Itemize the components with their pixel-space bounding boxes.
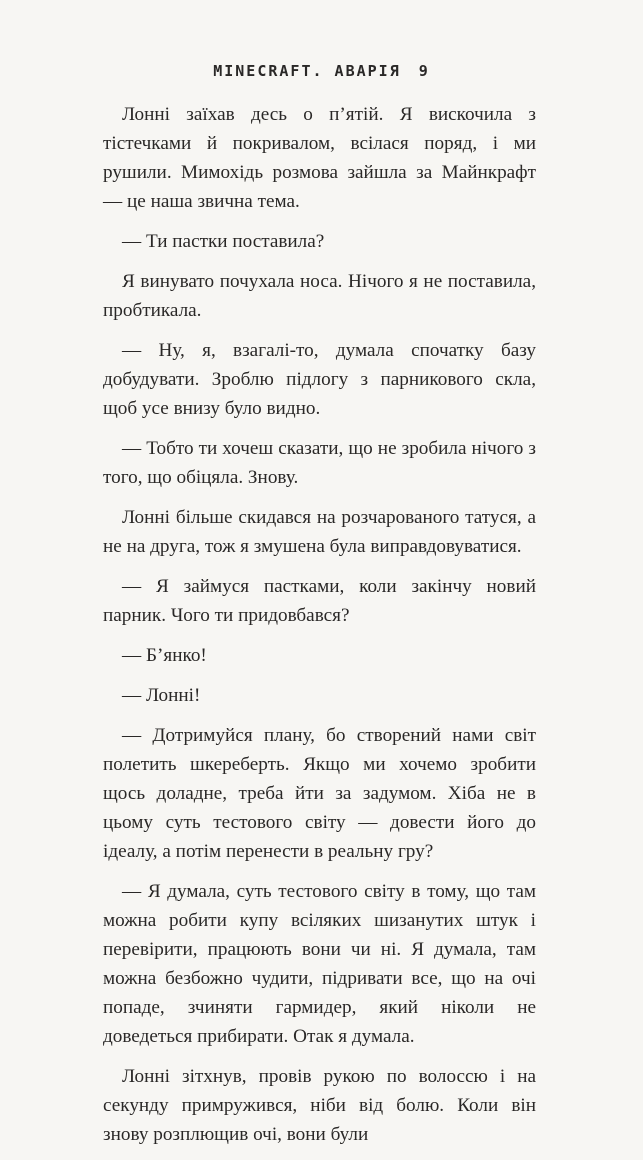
paragraph: — Тобто ти хочеш сказати, що не зробила нічого з того, що обіцяла. Знову. xyxy=(103,438,536,488)
paragraph: — Б’янко! xyxy=(122,645,207,666)
paragraph: — Я займуся пастками, коли закінчу новий парник. Чого ти придовбався? xyxy=(103,576,536,626)
running-title: MINECRAFT. АВАРІЯ xyxy=(213,62,401,80)
page-number: 9 xyxy=(418,62,430,80)
paragraph: Лонні заїхав десь о п’ятій. Я вискочила з тістечками й покривалом, всілася поряд, і ми рушили. Мимохідь розмова зайшла за Майнкрафт — це наша звична тема. xyxy=(103,104,536,212)
paragraph: Лонні більше скидався на розчарованого татуся, а не на друга, тож я змушена була виправдовуватися. xyxy=(103,507,536,557)
running-header xyxy=(0,62,643,80)
paragraph: — Я думала, суть тестового світу в тому, що там можна робити купу всіляких шизанутих штук і перевірити, працюють вони чи ні. Я думала, там можна безбожно чудити, підривати все, що на очі попаде, зчиняти гармидер, який ніколи не доведеться прибирати. Отак я думала. xyxy=(103,881,536,1047)
paragraph: Я винувато почухала носа. Нічого я не поставила, пробтикала. xyxy=(103,271,536,321)
paragraph: — Ти пастки поставила? xyxy=(122,231,325,252)
paragraph: — Дотримуйся плану, бо створений нами світ полетить шкереберть. Якщо ми хочемо зробити щось доладне, треба йти за задумом. Хіба не в цьому суть тестового світу — довести його до ідеалу, а потім перенести в реальну гру? xyxy=(103,725,536,862)
paragraph: — Ну, я, взагалі-то, думала спочатку базу добудувати. Зроблю підлогу з парникового скла, щоб усе внизу було видно. xyxy=(103,340,536,419)
paragraph: Лонні зітхнув, провів рукою по волоссю і на секунду примружився, ніби від болю. Коли він знову розплющив очі, вони були xyxy=(103,1066,536,1145)
paragraph: — Лонні! xyxy=(122,685,201,706)
body-text xyxy=(103,100,536,1160)
